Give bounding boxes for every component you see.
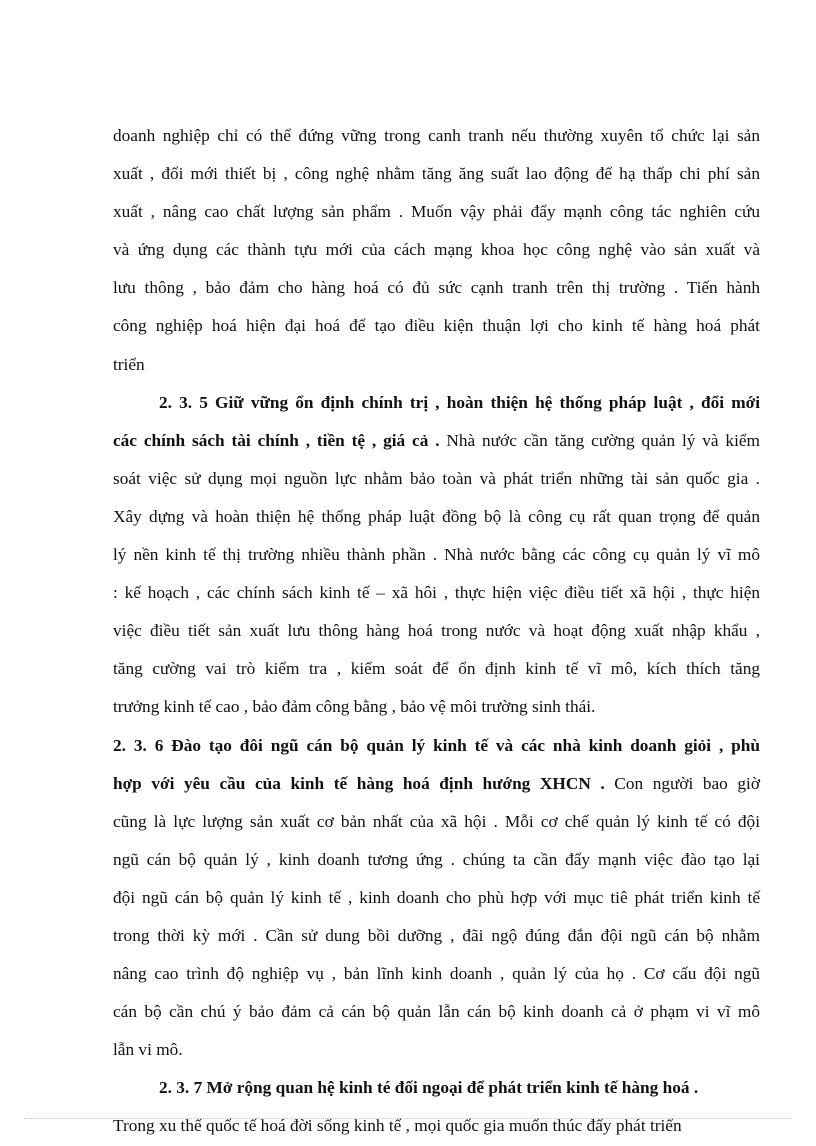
p2-line-9: trưởng kinh tế cao , bảo đảm công bằng , bảo vệ môi trường sinh thái.: [113, 697, 596, 717]
p2-line-5: lý nền kinh tế thị trường nhiều thành phần . Nhà nước bằng các công cụ quản lý vĩ mô: [113, 545, 760, 565]
p2-line-4: Xây dựng và hoàn thiện hệ thống pháp luật đồng bộ là công cụ rất quan trọng để quản: [113, 506, 760, 526]
p1-line-6: công nghiệp hoá hiện đại hoá để tạo điều kiện thuận lợi cho kinh tế hàng hoá phát: [113, 316, 760, 336]
p3-line-7: nâng cao trình độ nghiệp vụ , bản lĩnh kinh doanh , quản lý của họ . Cơ cấu đội ngũ: [113, 964, 760, 984]
body-text: Nhà nước cần tăng cường quản lý và kiểm: [439, 430, 760, 450]
page-bottom-rule: [24, 1118, 792, 1119]
p2-line-7: việc điều tiết sản xuất lưu thông hàng hoá trong nước và hoạt động xuất nhập khẩu ,: [113, 621, 760, 641]
p3-line-6: trong thời kỳ mới . Cần sử dung bồi dưỡng , đãi ngộ đúng đắn đội ngũ cán bộ nhằm: [113, 925, 760, 945]
heading-text: 2. 3. 6 Đào tạo đôi ngũ cán bộ quản lý kinh tế và các nhà kinh doanh giỏi , phù: [113, 735, 760, 755]
p2-line-3: soát việc sử dụng mọi nguồn lực nhằm bảo toàn và phát triển những tài sản quốc gia .: [113, 468, 760, 488]
p3-line-9: lẫn vi mô.: [113, 1040, 183, 1060]
section-heading-2-3-7: [113, 1069, 760, 1107]
p1-line-4: và ứng dụng các thành tựu mới của cách mạng khoa học công nghệ vào sản xuất và: [113, 240, 760, 260]
section-heading-2-3-6: [113, 727, 760, 765]
heading-text-cont: các chính sách tài chính , tiền tệ , giá cả .: [113, 430, 440, 450]
heading-text: 2. 3. 5 Giữ vững ổn định chính trị , hoàn thiện hệ thống pháp luật , đổi mới: [159, 392, 760, 412]
p3-line-4: ngũ cán bộ quản lý , kinh doanh tương ứng . chúng ta cần đẩy mạnh việc đào tạo lại: [113, 849, 760, 869]
document-body: [113, 117, 760, 1146]
section-heading-2-3-5: [113, 384, 760, 422]
p3-line-3: cũng là lực lượng sản xuất cơ bản nhất của xã hội . Mỗi cơ chế quản lý kinh tế có đội: [113, 811, 760, 831]
p4-line-2: Trong xu thế quốc tế hoá đời sống kinh tế , mọi quốc gia muốn thúc đẩy phát triển: [113, 1116, 682, 1136]
heading-text-cont: hợp với yêu cầu của kinh tế hàng hoá định hướng XHCN .: [113, 773, 605, 793]
p1-line-2: xuất , đổi mới thiết bị , công nghệ nhằm tăng ăng suất lao động để hạ thấp chi phí sản: [113, 164, 760, 184]
p2-line-6: : kế hoạch , các chính sách kinh tế – xã hôi , thực hiện việc điều tiết xã hội , thực hiện: [113, 583, 760, 603]
p1-line-5: lưu thông , bảo đảm cho hàng hoá có đủ sức cạnh tranh trên thị trường . Tiến hành: [113, 278, 760, 298]
p2-line-8: tăng cường vai trò kiểm tra , kiểm soát để ổn định kinh tế vĩ mô, kích thích tăng: [113, 659, 760, 679]
heading-text: 2. 3. 7 Mở rộng quan hệ kinh té đối ngoại để phát triển kinh tế hàng hoá .: [159, 1078, 699, 1098]
p1-line-1: doanh nghiệp chỉ có thể đứng vững trong canh tranh nếu thường xuyên tổ chức lại sản: [113, 126, 760, 145]
p3-line-2: [113, 765, 760, 803]
p1-line-3: xuất , nâng cao chất lượng sản phẩm . Muốn vậy phải đẩy mạnh công tác nghiên cứu: [113, 202, 760, 222]
p3-line-8: cán bộ cần chú ý bảo đảm cả cán bộ quản lẫn cán bộ kinh doanh cả ở phạm vi vĩ mô: [113, 1002, 760, 1022]
p2-line-2: [113, 422, 760, 460]
body-text: Con người bao giờ: [604, 773, 760, 793]
p1-line-7: triển: [113, 354, 145, 374]
p3-line-5: đội ngũ cán bộ quản lý kinh tế , kinh doanh cho phù hợp với mục tiê phát triển kinh tế: [113, 887, 760, 907]
